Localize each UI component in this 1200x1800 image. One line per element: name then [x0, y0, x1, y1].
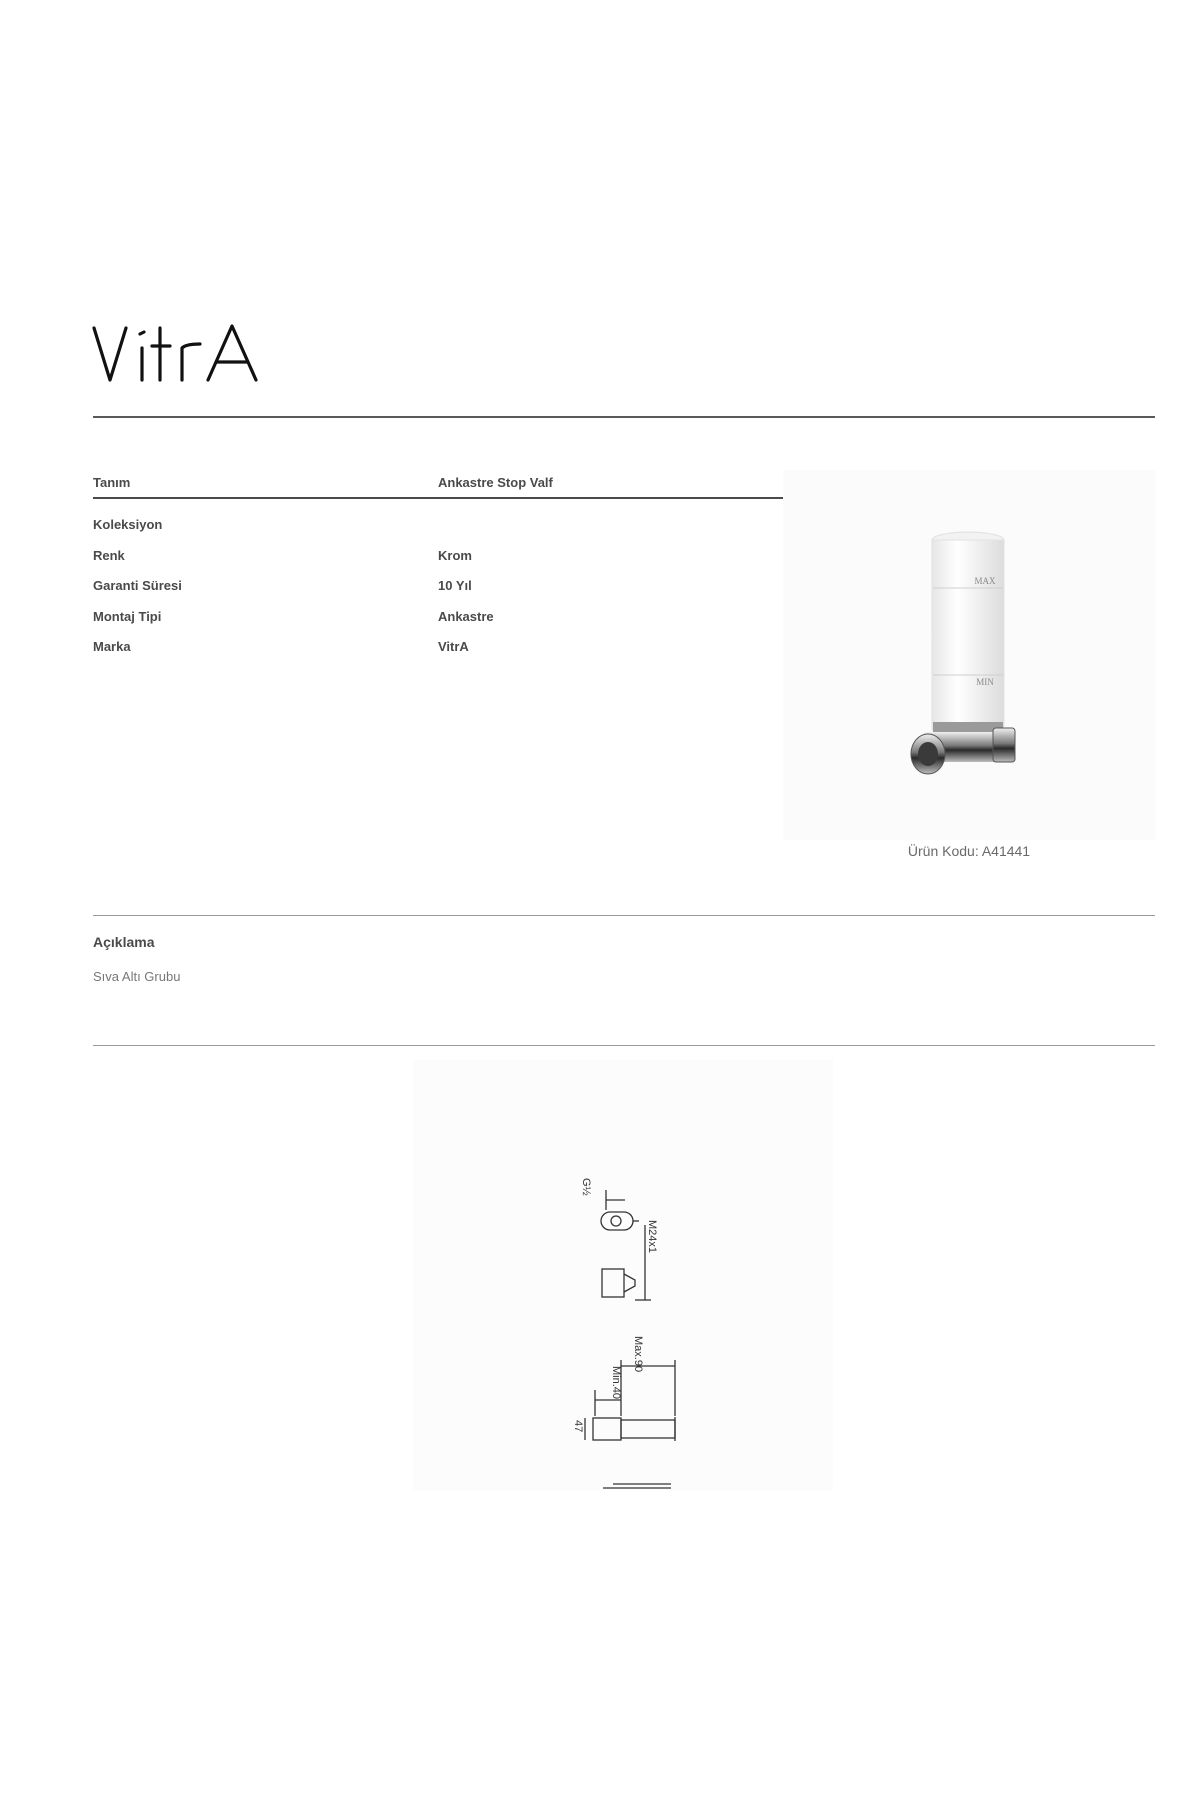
product-image — [783, 470, 1155, 840]
spec-row — [93, 609, 783, 640]
spec-value: Krom — [438, 547, 472, 563]
header-divider — [93, 416, 1155, 418]
label-47: 47 — [572, 1420, 584, 1433]
section-divider — [93, 915, 1155, 916]
spec-row — [93, 578, 783, 609]
technical-drawing — [413, 1060, 833, 1490]
label-g12: G½ — [580, 1178, 592, 1196]
max-marking: MAX — [974, 576, 996, 586]
spec-key: Renk — [93, 547, 125, 563]
spec-row — [93, 517, 783, 548]
label-min40: Min.40 — [610, 1366, 622, 1400]
valve-product-icon — [783, 470, 1155, 840]
dimension-drawing-icon — [413, 1060, 833, 1490]
label-max90: Max.90 — [632, 1336, 644, 1373]
section-divider — [93, 1045, 1155, 1046]
spec-table — [93, 475, 783, 670]
vitra-logo-icon — [90, 320, 280, 390]
product-code: Ürün Kodu: A41441 — [907, 843, 1031, 859]
brand-logo — [90, 320, 280, 395]
label-m24x1: M24x1 — [646, 1220, 658, 1254]
spec-value: 10 Yıl — [438, 578, 472, 593]
min-marking: MIN — [976, 677, 994, 687]
spec-key: Koleksiyon — [93, 517, 163, 532]
spec-row — [93, 639, 783, 670]
spec-header-row — [93, 475, 783, 499]
spec-key: Marka — [93, 639, 131, 654]
description-text: Sıva Altı Grubu — [93, 969, 181, 984]
spec-row — [93, 548, 783, 579]
spec-key: Montaj Tipi — [93, 608, 162, 624]
description-title: Açıklama — [93, 934, 155, 950]
spec-key: Tanım — [93, 475, 131, 490]
spec-value: Ankastre Stop Valf — [438, 475, 553, 490]
spec-key: Garanti Süresi — [93, 578, 182, 593]
spec-value: Ankastre — [438, 608, 494, 624]
spec-value: VitrA — [438, 639, 469, 654]
